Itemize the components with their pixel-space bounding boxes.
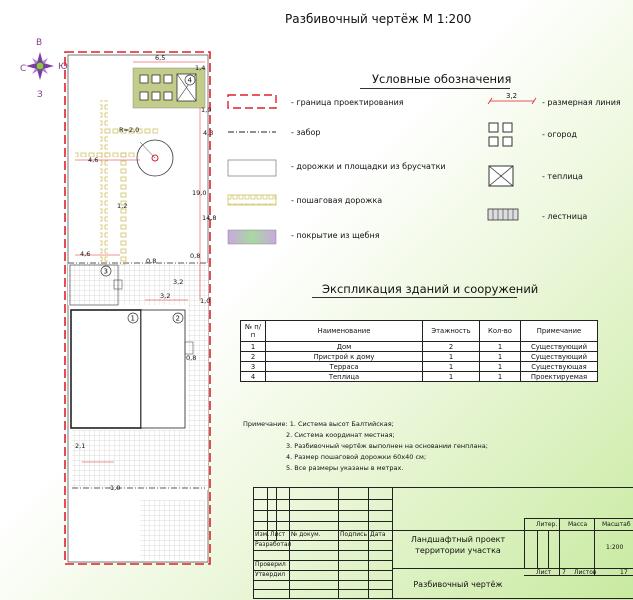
stamp-sheet: 7 <box>562 569 566 576</box>
explication-title: Экспликация зданий и сооружений <box>322 282 539 296</box>
col-header: Этажность <box>423 321 480 342</box>
stamp-header: Изм. <box>255 531 270 538</box>
site-plan <box>0 0 250 600</box>
stamp-header: Дата <box>370 531 386 538</box>
drawing-title: Разбивочный чертёж М 1:200 <box>285 12 472 26</box>
note-line: Примечание: 1. Система высот Балтийская; <box>243 420 394 428</box>
dim-label: 0,8 <box>190 252 201 260</box>
legend-label-dimension: - размерная линия <box>542 98 621 107</box>
dim-label: 3,2 <box>160 292 171 300</box>
legend-paving-symbol <box>228 160 276 176</box>
legend-dimension-value: 3,2 <box>506 92 518 100</box>
stamp-header: Лист <box>270 531 286 538</box>
stamp-sheet-label: Лист <box>536 569 552 576</box>
stamp-role: Утвердил <box>255 571 286 578</box>
legend-title-underline <box>360 88 510 89</box>
table-cell: 1 <box>423 372 480 382</box>
table-cell: 4 <box>241 372 266 382</box>
dim-label: 3,2 <box>173 278 184 286</box>
compass-north: В <box>36 38 43 48</box>
table-row <box>241 352 598 362</box>
dim-label: 1,4 <box>195 64 206 72</box>
marker-4: 4 <box>187 76 192 85</box>
title-block <box>253 487 633 599</box>
table-cell: 2 <box>241 352 266 362</box>
dim-label: 4,6 <box>88 156 99 164</box>
stamp-role: Разработал <box>255 541 292 548</box>
table-cell: Пристрой к дому <box>266 352 423 362</box>
compass-south: З <box>37 90 43 98</box>
stepping-path-3 <box>75 150 135 157</box>
dim-label: 2,1 <box>75 442 86 450</box>
stamp-scale: 1:200 <box>606 544 624 551</box>
legend-boundary-symbol <box>228 95 276 108</box>
stamp-header: Подпись <box>340 531 367 538</box>
dim-label: 1,0 <box>201 106 212 114</box>
table-cell: 1 <box>480 372 521 382</box>
legend-gravel-symbol <box>228 230 276 244</box>
stamp-sheets: 17 <box>620 569 628 576</box>
dim-label: 0,8 <box>186 354 197 362</box>
legend-label-garden: - огород <box>542 130 577 139</box>
note-line: 5. Все размеры указаны в метрах. <box>286 464 404 472</box>
house-annex <box>141 310 185 428</box>
table-header-row <box>241 321 598 342</box>
dim-label: 14,8 <box>202 214 217 222</box>
table-cell: Существующий <box>521 352 598 362</box>
table-cell: 2 <box>423 342 480 352</box>
col-header: Примечание <box>521 321 598 342</box>
table-cell: Проектируемая <box>521 372 598 382</box>
legend-label-stepping: - пошаговая дорожка <box>291 196 383 205</box>
table-row <box>241 372 598 382</box>
legend-stepping-symbol <box>228 195 276 205</box>
table-cell: 1 <box>480 342 521 352</box>
note-line: 4. Размер пошаговой дорожки 60х40 см; <box>286 453 427 461</box>
dim-label: 4,3 <box>203 129 214 137</box>
col-header: № п/п <box>241 321 266 342</box>
legend-title: Условные обозначения <box>372 72 512 86</box>
table-cell: Дом <box>266 342 423 352</box>
table-cell: Существующий <box>521 342 598 352</box>
table-row <box>241 362 598 372</box>
dim-label: 1,0 <box>110 484 121 492</box>
table-cell: 1 <box>423 352 480 362</box>
dim-label: 19,0 <box>192 189 207 197</box>
marker-2: 2 <box>175 314 180 323</box>
stepping-path-1 <box>100 100 108 265</box>
legend-label-greenhouse: - теплица <box>542 172 583 181</box>
dim-label: 1,2 <box>117 202 128 210</box>
stamp-header: № докум. <box>291 531 321 538</box>
dim-label: 6,5 <box>155 54 166 62</box>
paving-band <box>68 263 211 305</box>
stamp-lit-label: Литер. <box>536 521 558 528</box>
house <box>71 310 141 428</box>
stamp-sheet-name: Разбивочный чертёж <box>413 580 503 589</box>
dim-label: R=2,0 <box>119 126 140 134</box>
explication-title-underline <box>312 297 517 298</box>
table-cell: 1 <box>480 362 521 372</box>
dim-label: 4,6 <box>80 250 91 258</box>
paving-lower <box>72 430 197 488</box>
table-cell: Терраса <box>266 362 423 372</box>
table-cell: 1 <box>241 342 266 352</box>
table-cell: 1 <box>480 352 521 362</box>
compass-west: С <box>20 64 27 74</box>
stamp-sheets-label: Листов <box>574 569 597 576</box>
legend-label-gravel: - покрытие из щебня <box>291 231 380 240</box>
marker-1: 1 <box>130 314 135 323</box>
table-cell: Существующая <box>521 362 598 372</box>
table-cell: Теплица <box>266 372 423 382</box>
table-row <box>241 342 598 352</box>
stamp-scale-label: Масштаб <box>602 521 631 528</box>
legend-garden-symbol <box>489 123 512 146</box>
paving-bottom <box>140 500 205 560</box>
stamp-mass-label: Масса <box>568 521 588 528</box>
compass-east: Ю <box>58 62 68 72</box>
table-cell: 1 <box>423 362 480 372</box>
stamp-role: Проверил <box>255 561 286 568</box>
col-header: Кол-во <box>480 321 521 342</box>
legend-label-boundary: - граница проектирования <box>291 98 404 107</box>
dim-label: 0,8 <box>146 257 157 265</box>
legend-label-fence: - забор <box>291 128 321 137</box>
col-header: Наименование <box>266 321 423 342</box>
note-line: 2. Система координат местная; <box>286 431 395 439</box>
marker-3: 3 <box>103 267 108 276</box>
stamp-project-name: Ландшафтный проект территории участка <box>410 535 506 555</box>
explication-table <box>240 320 598 382</box>
legend-label-stairs: - лестница <box>542 212 588 221</box>
note-line: 3. Разбивочный чертёж выполнен на основании генплана; <box>286 442 488 450</box>
dim-label: 1,0 <box>200 297 211 305</box>
table-cell: 3 <box>241 362 266 372</box>
legend-label-paving: - дорожки и площадки из брусчатки <box>291 162 446 171</box>
